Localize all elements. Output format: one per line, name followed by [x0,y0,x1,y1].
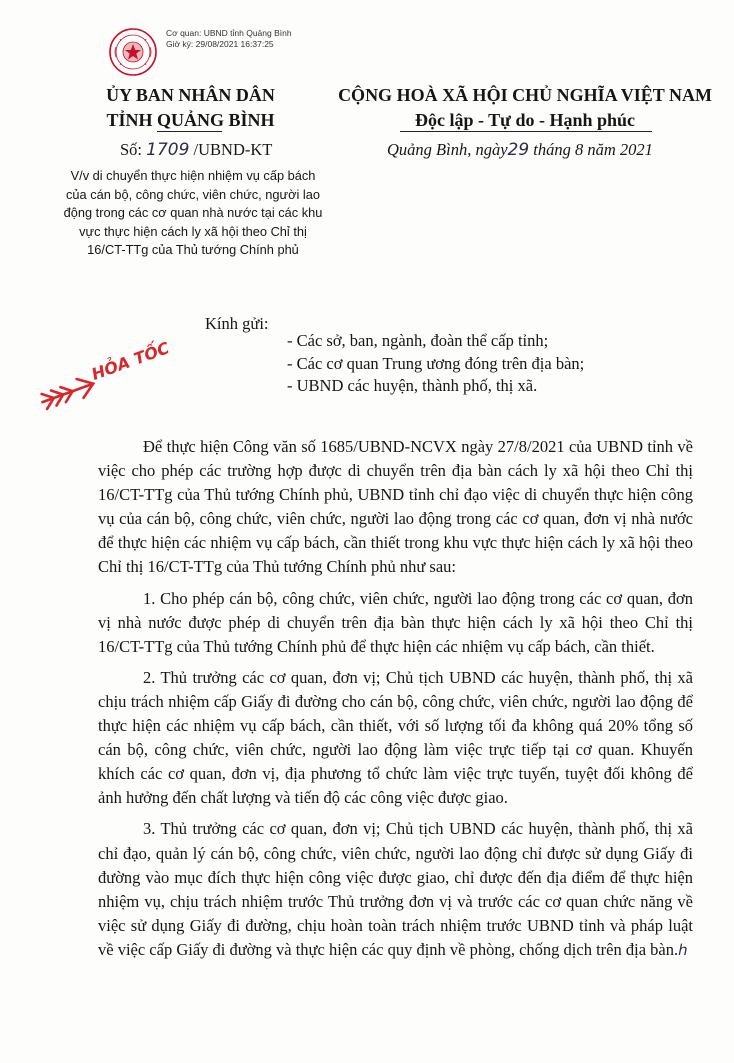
document-date [387,140,653,160]
recipient-item: - Các cơ quan Trung ương đóng trên địa bàn; [287,353,585,373]
issuer-underline [157,131,222,132]
recipient-item: - UBND các huyện, thành phố, thị xã. [287,376,538,395]
date-place: Quảng Bình, ngày [387,140,508,159]
issuer-line2: TỈNH QUẢNG BÌNH [106,110,275,130]
national-emblem-seal-icon [108,27,158,77]
date-rest: tháng 8 năm 2021 [533,140,653,159]
doc-number-suffix: /UBND-KT [193,140,273,159]
signature-time: Giờ ký: 29/08/2021 16:37:25 [166,39,274,49]
handwritten-end-mark: ℎ [678,940,688,959]
body-paragraph-1: 1. Cho phép cán bộ, công chức, viên chức, người lao động trong các cơ quan, đơn vị nhà nước được phép di chuyển trên địa bàn thực hiện cách ly xã hội theo Chỉ thị 16/CT-TTg của Thủ tướng Chính phủ để thực hiện các nhiệm vụ cấp bách, cần thiết. [98,588,693,656]
kinh-gui-label: Kính gửi: [205,314,269,333]
doc-number-handwritten: 1709 [146,140,190,160]
body-paragraph-3-text: 3. Thủ trưởng các cơ quan, đơn vị; Chủ tịch UBND các huyện, thành phố, thị xã chỉ đạo, quản lý cán bộ, công chức, viên chức, người lao động chỉ được sử dụng Giấy đi đường vào mục đích thực hiện công việc được giao, chỉ được đến địa điểm để thực hiện nhiệm vụ, chịu trách nhiệm trước Thủ trưởng đơn vị và trước các cơ quan chức năng về việc sử dụng Giấy đi đường, chịu hoàn toàn trách nhiệm trước UBND tỉnh và pháp luật về việc cấp Giấy đi đường và thực hiện các quy định về phòng, chống dịch trên địa bàn. [98,819,693,959]
motto-underline [400,131,652,132]
body-paragraph-3 [98,817,693,962]
nation-line1: CỘNG HOÀ XÃ HỘI CHỦ NGHĨA VIỆT NAM [338,85,712,105]
urgent-stamp [26,322,176,412]
date-day-handwritten: 29 [507,140,530,160]
recipient-list [287,330,584,398]
nation-header [325,83,725,133]
digital-signature-info [166,28,292,50]
document-number [120,140,272,160]
urgent-stamp-text: HỎA TỐC [88,338,172,384]
document-body [98,435,693,969]
signature-agency: Cơ quan: UBND tỉnh Quảng Bình [166,28,292,38]
recipient-item: - Các sở, ban, ngành, đoàn thể cấp tỉnh; [287,331,549,350]
body-paragraph-2: 2. Thủ trưởng các cơ quan, đơn vị; Chủ tịch UBND các huyện, thành phố, thị xã chịu trách nhiệm cấp Giấy đi đường cho cán bộ, công chức, viên chức, người lao động để thực hiện các nhiệm vụ cấp bách, cần thiết, với số lượng tối đa không quá 20% tổng số cán bộ, công chức, viên chức, người lao động làm việc trực tiếp tại cơ quan. Khuyến khích các cơ quan, đơn vị, địa phương tổ chức làm việc trực tuyến, tuyệt đối không để ảnh hưởng đến chất lượng và tiến độ các công việc được giao. [98,667,693,808]
doc-number-prefix: Số: [120,140,143,159]
issuer-header [48,83,333,133]
document-subject: V/v di chuyển thực hiện nhiệm vụ cấp bách của cán bộ, công chức, viên chức, người lao động trong các cơ quan nhà nước tại các khu vực thực hiện cách ly xã hội theo Chỉ thị 16/CT-TTg của Thủ tướng Chính phủ [63,168,323,257]
nation-line2: Độc lập - Tự do - Hạnh phúc [414,110,636,130]
issuer-line1: ỦY BAN NHÂN DÂN [106,85,275,105]
body-paragraph-intro: Để thực hiện Công văn số 1685/UBND-NCVX ngày 27/8/2021 của UBND tỉnh về việc cho phép các trường hợp được di chuyển trên địa bàn cách ly xã hội theo Chỉ thị 16/CT-TTg của Thủ tướng Chính phủ, UBND tỉnh chỉ đạo việc di chuyển thực hiện công vụ của cán bộ, công chức, viên chức, người lao động trong các cơ quan, đơn vị nhà nước để thực hiện các nhiệm vụ cấp bách, cần thiết trong khu vực thực hiện cách ly xã hội theo Chỉ thị 16/CT-TTg của Thủ tướng Chính phủ như sau: [98,437,693,577]
